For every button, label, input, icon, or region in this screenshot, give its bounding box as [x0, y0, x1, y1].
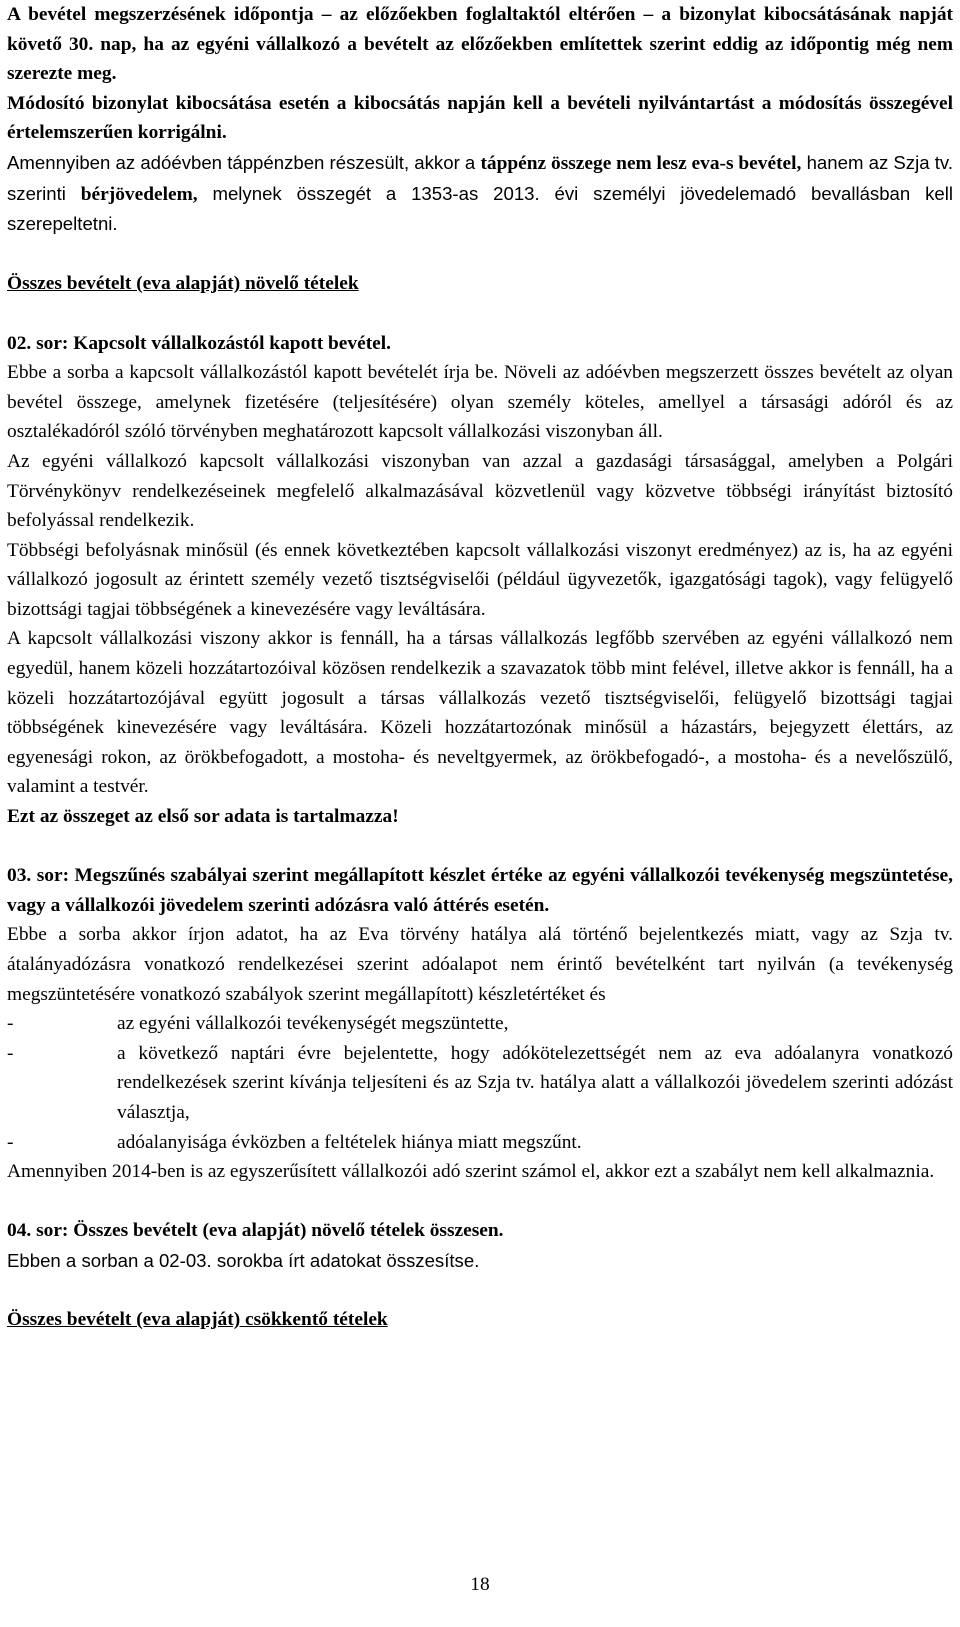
row04-paragraph-1: Ebben a sorban a 02-03. sorokba írt adatokat összesítse.	[7, 1249, 480, 1271]
intro-paragraph-1: A bevétel megszerzésének időpontja – az előzőekben foglaltaktól eltérően – a bizonylat kibocsátásának napját követő 30. nap, ha az egyéni vállalkozó a bevételt az előzőekben említettek szerint eddig az időpontig még nem szerezte meg.	[7, 4, 953, 85]
list-item-text: adóalanyisága évközben a feltételek hiánya miatt megszűnt.	[117, 1131, 582, 1153]
spacer	[7, 1276, 953, 1306]
row03-dash-list	[7, 1009, 953, 1157]
row02-paragraph-2: Az egyéni vállalkozó kapcsolt vállalkozási viszonyban van azzal a gazdasági társasággal, amelyben a Polgári Törvénykönyv rendelkezéseinek megfelelő alkalmazásával közvetlenül vagy közvetve többségi irányítást biztosító befolyással rendelkezik.	[7, 450, 953, 532]
intro-p3-e: melynek összegét a 1353-as 2013. évi személyi jövedelemadó bevallásban kell szerepeltetni.	[7, 182, 954, 235]
row02-paragraph-4: A kapcsolt vállalkozási viszony akkor is fennáll, ha a társas vállalkozás legfőbb szervében az egyéni vállalkozó nem egyedül, hanem közeli hozzátartozóival közösen rendelkezik a szavazatok több mint felével, illetve akkor is fennáll, ha a közeli hozzátartozójával együtt jogosult a társas vállalkozás vezető tisztségviselői, felügyelő bizottsági tagjai többségének kinevezésére vagy leváltására. Közeli hozzátartozónak minősül a házastárs, bejegyzett élettárs, az egyenesági rokon, az örökbefogadott, a mostoha- és neveltgyermek, az örökbefogadó-, a mostoha- és a nevelőszülő, valamint a testvér.	[7, 628, 953, 798]
section-heading-increasing: Összes bevételt (eva alapját) növelő tételek	[7, 273, 359, 295]
document-page	[7, 0, 953, 1335]
section-heading-decreasing: Összes bevételt (eva alapját) csökkentő tételek	[7, 1309, 388, 1331]
intro-p3-a: Amennyiben az adóévben táppénzben részesült, akkor a	[7, 151, 481, 173]
intro-paragraph-2: Módosító bizonylat kibocsátása esetén a kibocsátás napján kell a bevételi nyilvántartást a módosítás összegével értelemszerűen korrigálni.	[7, 92, 953, 144]
row02-note: Ezt az összeget az első sor adata is tartalmazza!	[7, 806, 399, 828]
list-item	[7, 1009, 953, 1039]
list-item-text: az egyéni vállalkozói tevékenységét megszüntette,	[117, 1013, 509, 1035]
spacer	[7, 1187, 953, 1217]
dash-marker: -	[7, 1131, 14, 1153]
row02-paragraph-3: Többségi befolyásnak minősül (és ennek következtében kapcsolt vállalkozási viszonyt eredményez) az is, ha az egyéni vállalkozó jogosult az érintett személy vezető tisztségviselői (például ügyvezetők, igazgatósági tagok), vagy felügyelő bizottsági tagjai többségének a kinevezésére vagy leváltására.	[7, 539, 953, 620]
row03-paragraph-2: Amennyiben 2014-ben is az egyszerűsített vállalkozói adó szerint számol el, akkor ezt a szabályt nem kell alkalmaznia.	[7, 1161, 935, 1183]
row04-title: 04. sor: Összes bevételt (eva alapját) növelő tételek összesen.	[7, 1220, 504, 1242]
intro-p3-d: bérjövedelem,	[80, 183, 198, 205]
intro-paragraph-3	[7, 148, 953, 240]
row03-title: 03. sor: Megszűnés szabályai szerint megállapított készlet értéke az egyéni vállalkozói tevékenység megszüntetése, vagy a vállalkozói jövedelem szerinti adózásra való áttérés esetén.	[7, 865, 953, 916]
page-number: 18	[470, 1574, 490, 1595]
list-item	[7, 1039, 953, 1128]
intro-p3-c: hanem az Szja tv. szerinti	[7, 151, 953, 204]
dash-marker: -	[7, 1042, 14, 1064]
intro-p3-b: táppénz összege nem lesz eva-s bevétel,	[480, 152, 802, 174]
list-item	[7, 1128, 953, 1158]
spacer	[7, 299, 953, 329]
spacer	[7, 832, 953, 862]
row03-paragraph-1: Ebbe a sorba akkor írjon adatot, ha az Eva törvény hatálya alá történő bejelentkezés miatt, vagy az Szja tv. átalányadózásra vonatkozó rendelkezései szerint adóalapot nem érintő bevételként tart nyilván (a tevékenység megszüntetésére vonatkozó szabályok szerint megállapított) készletértéket és	[7, 924, 953, 1005]
dash-marker: -	[7, 1013, 14, 1035]
row02-paragraph-1: Ebbe a sorba a kapcsolt vállalkozástól kapott bevételét írja be. Növeli az adóévben megszerzett összes bevételt az olyan bevétel összege, amelynek fizetésére (teljesítésére) olyan személy köteles, amellyel a társasági adóról és az osztalékadóról szóló törvényben meghatározott kapcsolt vállalkozási viszonyban áll.	[7, 362, 953, 443]
row02-title: 02. sor: Kapcsolt vállalkozástól kapott bevétel.	[7, 332, 392, 354]
spacer	[7, 240, 953, 270]
list-item-text: a következő naptári évre bejelentette, hogy adókötelezettségét nem az eva adóalanyra vonatkozó rendelkezések szerint kívánja teljesíteni és az Szja tv. hatálya alatt a vállalkozói jövedelem szerinti adózást választja,	[117, 1042, 953, 1123]
